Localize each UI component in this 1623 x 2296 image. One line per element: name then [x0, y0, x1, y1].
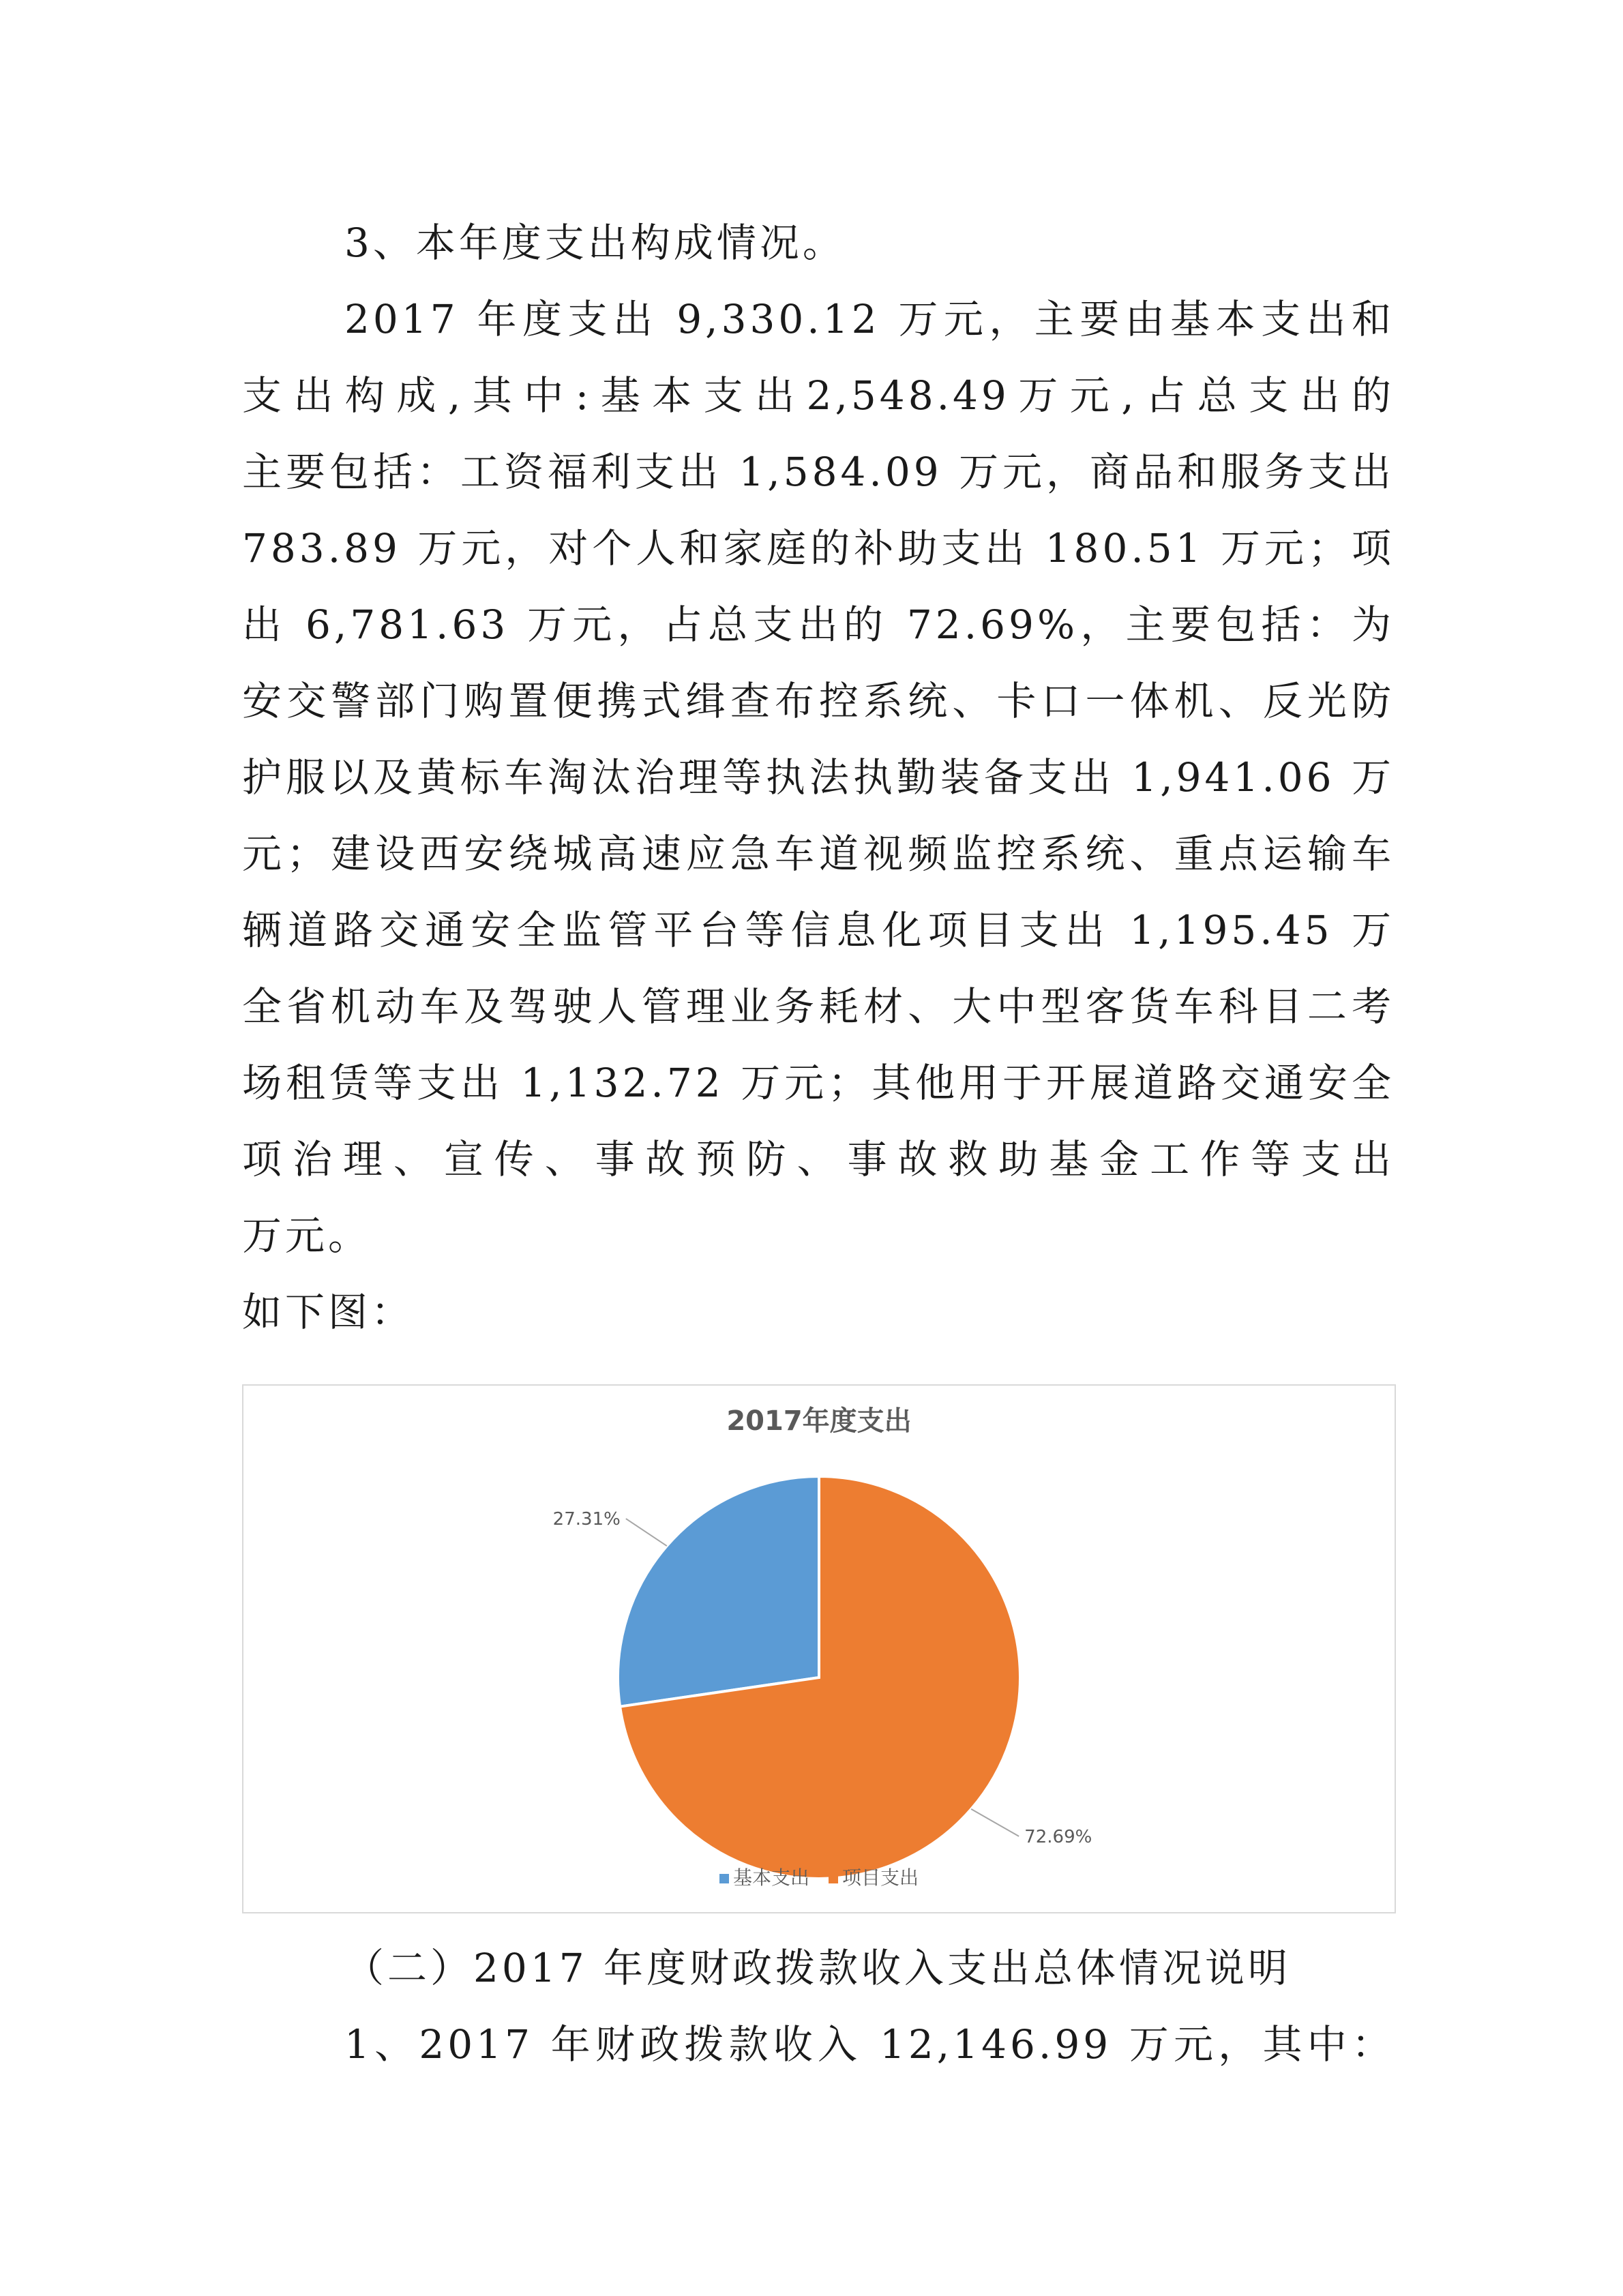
legend-label: 项目支出 — [842, 1866, 919, 1889]
text-line: 支出构成,其中:基本支出2,548.49万元,占总支出的 — [242, 372, 1395, 419]
data-label-leader — [971, 1809, 1019, 1836]
legend-label: 基本支出 — [732, 1866, 809, 1889]
text-line: 项治理、宣传、事故预防、事故救助基金工作等支出 — [242, 1136, 1395, 1182]
expenditure-pie-chart — [242, 1384, 1396, 1913]
text-line: 出 6,781.63 万元，占总支出的 72.69%，主要包括：为 — [242, 601, 1395, 648]
text-line: 场租赁等支出 1,132.72 万元；其他用于开展道路交通安全 — [242, 1060, 1395, 1106]
chart-legend — [243, 1863, 1395, 1890]
text-line: 护服以及黄标车淘汰治理等执法执勤装备支出 1,941.06 万 — [242, 754, 1395, 801]
text-line: 主要包括：工资福利支出 1,584.09 万元，商品和服务支出 — [242, 449, 1395, 495]
pie-chart-canvas — [243, 1386, 1395, 1912]
legend-item — [829, 1863, 919, 1890]
legend-swatch — [829, 1874, 838, 1883]
pie-slice-basic — [618, 1476, 819, 1707]
legend-item — [719, 1863, 809, 1890]
text-line: 如下图： — [242, 1289, 415, 1335]
chart-title: 2017年度支出 — [726, 1405, 912, 1437]
text-line: （二）2017 年度财政拨款收入支出总体情况说明 — [344, 1945, 1292, 1991]
legend-swatch — [719, 1874, 729, 1883]
text-line: 万元。 — [242, 1212, 372, 1259]
data-label: 72.69% — [1024, 1826, 1092, 1847]
text-line: 2017 年度支出 9,330.12 万元，主要由基本支出和 — [344, 296, 1395, 342]
data-label: 27.31% — [552, 1509, 621, 1530]
data-label-leader — [626, 1519, 667, 1546]
text-line: 1、2017 年财政拨款收入 12,146.99 万元，其中： — [344, 2021, 1395, 2068]
text-line: 辆道路交通安全监管平台等信息化项目支出 1,195.45 万 — [242, 907, 1395, 953]
text-line: 安交警部门购置便携式缉查布控系统、卡口一体机、反光防 — [242, 678, 1395, 724]
text-line: 783.89 万元，对个人和家庭的补助支出 180.51 万元；项 — [242, 525, 1395, 571]
text-line: 元；建设西安绕城高速应急车道视频监控系统、重点运输车 — [242, 831, 1395, 877]
text-line: 3、本年度支出构成情况。 — [344, 220, 846, 266]
text-line: 全省机动车及驾驶人管理业务耗材、大中型客货车科目二考 — [242, 983, 1395, 1030]
